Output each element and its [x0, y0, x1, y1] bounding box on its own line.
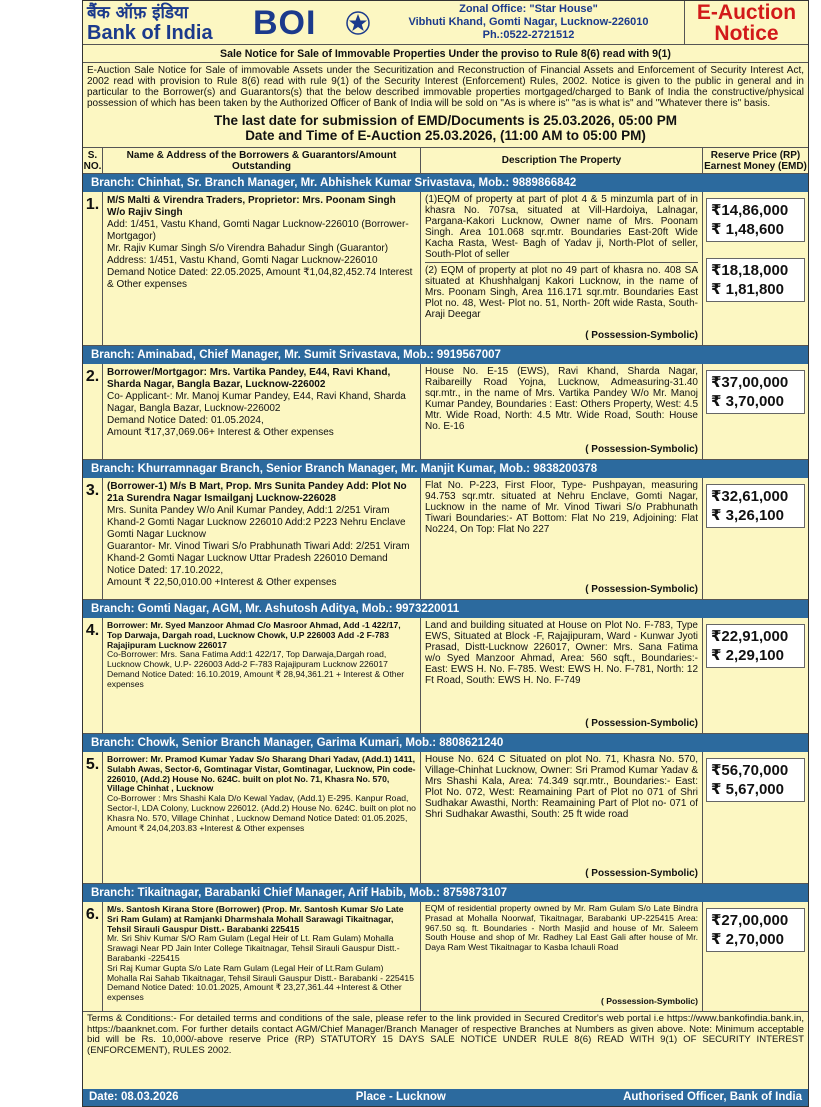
property-description [421, 618, 703, 733]
earnest-money: ₹ 2,29,100 [711, 647, 784, 664]
price-box [706, 908, 805, 952]
logo-hindi: बैंक ऑफ़ इंडिया [87, 3, 189, 23]
footer-bar [83, 1089, 808, 1106]
borrower-line: (Borrower-1) M/s B Mart, Prop. Mrs Sunita Pandey Add: Plot No 21a Surendra Nagar Ismailganj Lucknow-226028 [107, 481, 407, 504]
eauction-line-1: E-Auction [696, 1, 797, 24]
eauction-line-2: Notice [714, 22, 779, 45]
property-description [421, 752, 703, 883]
reserve-price: ₹32,61,000 [711, 488, 789, 505]
branch-heading: Branch: Aminabad, Chief Manager, Mr. Sumit Srivastava, Mob.: 9919567007 [83, 346, 808, 364]
table-header [83, 147, 808, 174]
header-desc: Description The Property [421, 148, 703, 173]
borrower-details [103, 752, 421, 883]
borrower-line: Amount ₹17,37,069.06+ Interest & Other expenses [107, 427, 334, 438]
branch-heading: Branch: Gomti Nagar, AGM, Mr. Ashutosh Aditya, Mob.: 9973220011 [83, 600, 808, 618]
last-date-block [83, 111, 808, 147]
reserve-price: ₹27,00,000 [711, 912, 789, 929]
star-emblem-icon [343, 1, 373, 44]
branch-heading: Branch: Tikaitnagar, Barabanki Chief Manager, Arif Habib, Mob.: 8759873107 [83, 884, 808, 902]
footer-date: Date: 08.03.2026 [89, 1091, 179, 1103]
earnest-money: ₹ 1,81,800 [711, 281, 784, 298]
borrower-line: M/S Malti & Virendra Traders, Proprietor: Mrs. Poonam Singh W/o Rajiv Singh [107, 195, 396, 218]
price-box [706, 258, 805, 302]
price-box [706, 484, 805, 528]
possession-status: ( Possession-Symbolic) [585, 330, 698, 341]
reserve-price: ₹18,18,000 [711, 262, 789, 279]
property-description [421, 192, 703, 345]
row-serial-number: 3. [83, 478, 103, 599]
table-row [83, 364, 808, 460]
auction-notice [82, 0, 809, 1107]
property-text: Flat No. P-223, First Floor, Type- Pushpayan, measuring 94.753 sqr.mtr. situated at Nehru Enclave, Gomti Nagar, Lucknow in the name of Mr. Vinod Tiwari S/o Prabhunath Tiwari Boundaries:- AT Bottom: Flat No 219, Adjoining: Flat No224, On Top: Flat No 227 [425, 480, 698, 535]
reserve-price-cell [703, 192, 808, 345]
row-serial-number: 5. [83, 752, 103, 883]
property-text: (2) EQM of property at plot no 49 part of khasra no. 408 SA situated at Khushhalganj Kakori Lucknow, in the name of Mrs. Poonam Singh, Area 116.171 sqr.mtr. Boundaries East Plot no. 48, West- Plot no. 51, North- 20ft wide Rasta, South-Araji Deegar [425, 262, 698, 320]
property-text: Land and building situated at House on Plot No. F-783, Type EWS, Situated at Block -F, Rajajipuram, Ward - Kunwar Jyoti Prasad, Distt-Lucknow 226017, Owner: Mrs. Sana Fatima w/o Syed Manzoor Ahmad, Area: 560 sqft., Boundaries:- East: EWS H. No. F-785. West: EWS H. No. F-781, North: 12 Ft Road, South: EWS H. No. F-749 [425, 620, 698, 686]
borrower-details [103, 364, 421, 459]
property-table [83, 174, 808, 1012]
possession-status: ( Possession-Symbolic) [601, 996, 698, 1007]
last-date-line-1: The last date for submission of EMD/Documents is 25.03.2026, 05:00 PM [214, 113, 677, 128]
table-row [83, 192, 808, 346]
reserve-price: ₹22,91,000 [711, 628, 789, 645]
borrower-line: Mr. Rajiv Kumar Singh S/o Virendra Bahadur Singh (Guarantor) Address: 1/451, Vastu Khand, Gomti Nagar Lucknow-226010 [107, 243, 389, 266]
reserve-price: ₹14,86,000 [711, 202, 789, 219]
table-row [83, 752, 808, 884]
property-description [421, 364, 703, 459]
property-text: House No. 624 C Situated on plot No. 71, Khasra No. 570, Village-Chinhat Lucknow, Owner: Sri Pramod Kumar Yadav & Mrs Shashi Kala, Area: 74.349 sqr.mtr., Boundaries:- East: Plot No. 072, West: Reamaining Part of Plot no 071 of Shri Sudhakar Awasthi, North: Reamaining Part of Plot no- 071 of Shri Sudhakar Awasthi, South: 25 ft wide road [425, 754, 698, 820]
reserve-price-cell [703, 618, 808, 733]
possession-status: ( Possession-Symbolic) [585, 584, 698, 595]
possession-status: ( Possession-Symbolic) [585, 718, 698, 729]
notice-title: Sale Notice for Sale of Immovable Properties Under the proviso to Rule 8(6) read with 9(1) [83, 45, 808, 63]
borrower-line: Add: 1/451, Vastu Khand, Gomti Nagar Lucknow-226010 (Borrower-Mortgagor) [107, 219, 409, 242]
earnest-money: ₹ 5,67,000 [711, 781, 784, 798]
row-serial-number: 1. [83, 192, 103, 345]
table-row [83, 618, 808, 734]
possession-status: ( Possession-Symbolic) [585, 868, 698, 879]
property-description [421, 902, 703, 1011]
header-sn: S. NO. [83, 149, 102, 172]
borrower-line: Demand Notice Dated: 01.05.2024, [107, 415, 264, 426]
zonal-line-1: Zonal Office: "Star House" [459, 3, 598, 15]
borrower-line: Mr. Sri Shiv Kumar S/O Ram Gulam (Legal Heir of Lt. Ram Gulam) Mohalla Srawagi Near PD Jain Inter College Tikaitnagar, Tehsil Sirauli Gauspur Distt.- Barabanki -225415 [107, 933, 400, 963]
header-name: Name & Address of the Borrowers & Guarantors/Amount Outstanding [103, 148, 421, 173]
zonal-line-3: Ph.:0522-2721512 [482, 29, 575, 41]
intro-paragraph: E-Auction Sale Notice for Sale of immovable Assets under the Securitization and Reconstruction of Financial Assets and Enforcement of Security Interest Act, 2002 read with provision to Rule 8(6) read with rule 9(1) of the Security Interest (Enforcement) Rules, 2002. Notice is given to the public in general and in particular to the Borrower(s) and Guarantors(s) that the below described immovable properties mortgaged/charged to Bank of India the constructive/physical possession of which has been taken by the Authorized Officer of Bank of India will be sold on "As is where is" "as is what is" and "Whatever there is" basis. [87, 65, 804, 109]
borrower-line: Borrower: Mr. Syed Manzoor Ahmad C/o Masroor Ahmad, Add -1 422/17, Top Darwaja, Dargah road, Lucknow Chowk, U.P 226003 Add -2 F-783 Rajajipuram Lucknow 226017 [107, 620, 401, 650]
terms-and-conditions: Terms & Conditions:- For detailed terms and conditions of the sale, please refer to the link provided in Secured Creditor's web portal i.e https://www.bankofindia.bank.in, https://baanknet.com. For further details contact AGM/Chief Manager/Branch Manager of respective Branches at Numbers as given above. Note: Minimum acceptable bid will be Rs. 10,000/-above reserve Price (RP) STATUTORY 15 DAYS SALE NOTICE UNDER RULE 8(6) READ WITH 9(1) OF SECURITY INTEREST (ENFORCEMENT), RULES 2002. [87, 1013, 804, 1056]
price-box [706, 624, 805, 668]
possession-status: ( Possession-Symbolic) [585, 444, 698, 455]
branch-heading: Branch: Khurramnagar Branch, Senior Branch Manager, Mr. Manjit Kumar, Mob.: 9838200378 [83, 460, 808, 478]
borrower-line: Mrs. Sunita Pandey W/o Anil Kumar Pandey, Add:1 2/251 Viram Khand-2 Gomti Nagar Lucknow 226010 Add:2 P223 Nehru Enclave Gomti Nagar Lucknow [107, 505, 406, 540]
borrower-line: Co-Borrower: Mrs. Sana Fatima Add:1 422/17, Top Darwaja,Dargah road, Lucknow Chowk, U.P- 226003 Add-2 F-783 Rajajipuram Lucknow 226017 [107, 649, 388, 670]
earnest-money: ₹ 1,48,600 [711, 221, 784, 238]
borrower-line: Borrower: Mr. Pramod Kumar Yadav S/o Sharang Dhari Yadav, (Add.1) 1411, Sulabh Awas, Sector-6, Gomtinagar Vistar, Gomtinagar, Lucknow, Pin code-226010, (Add.2) House No. 624C. built on plot No. 71, Khasra No. 570, Village Chinhat , Lucknow [107, 754, 416, 794]
table-row [83, 478, 808, 600]
logo-english: Bank of India [87, 22, 213, 44]
reserve-price: ₹56,70,000 [711, 762, 789, 779]
borrower-line: Guarantor- Mr. Vinod Tiwari S/o Prabhunath Tiwari Add: 2/251 Viram Khand-2 Gomti Nagar Lucknow Uttar Pradesh 226010 Demand Notice Dated: 17.10.2022, [107, 541, 410, 576]
eauction-badge [684, 1, 808, 44]
borrower-details [103, 618, 421, 733]
borrower-line: Sri Raj Kumar Gupta S/o Late Ram Gulam (Legal Heir of Lt.Ram Gulam) Mohalla Rai Sahab Tikaitnagar, Tehsil Sirauli Gauspur Distt.- Barabanki - 225415 Demand Notice Dated: 10.01.2025, Amount ₹ 23,27,361.44 +Interest & Other expenses [107, 962, 414, 1003]
borrower-line: Co- Applicant-: Mr. Manoj Kumar Pandey, E44, Ravi Khand, Sharda Nagar, Bangla Bazar, Lucknow-226002 [107, 391, 406, 414]
branch-heading: Branch: Chowk, Senior Branch Manager, Garima Kumari, Mob.: 8808621240 [83, 734, 808, 752]
row-serial-number: 2. [83, 364, 103, 459]
property-text: House No. E-15 (EWS), Ravi Khand, Sharda Nagar, Raibareilly Road Yojna, Lucknow, Admeasuring-31.40 sqr.mtr., in the name of Mrs. Vartika Pandey W/o Mr. Manoj Kumar Pandey, Boundaries : East: Others Property, West: 4.5 Mtr. Wide Road, North: 4.5 Mtr. Wide Road, South: House No. E-16 [425, 366, 698, 432]
price-box [706, 758, 805, 802]
branch-heading: Branch: Chinhat, Sr. Branch Manager, Mr. Abhishek Kumar Srivastava, Mob.: 9889866842 [83, 174, 808, 192]
last-date-line-2: Date and Time of E-Auction 25.03.2026, (11:00 AM to 05:00 PM) [245, 128, 646, 143]
borrower-line: Demand Notice Dated: 22.05.2025, Amount ₹1,04,82,452.74 Interest & Other expenses [107, 267, 413, 290]
price-box [706, 198, 805, 242]
earnest-money: ₹ 3,26,100 [711, 507, 784, 524]
borrower-line: M/s. Santosh Kirana Store (Borrower) (Prop. Mr. Santosh Kumar S/o Late Sri Ram Gulam) at Ramjanki Dharmshala Mohall Sarawagi Tikaitnagar, Tehsil Sirauli Gauspur Distt.- Barabanki 225415 [107, 904, 404, 934]
table-row [83, 902, 808, 1012]
zonal-office-address [373, 1, 684, 44]
row-serial-number: 4. [83, 618, 103, 733]
property-text: EQM of residential property owned by Mr. Ram Gulam S/o Late Bindra Prasad at Mohalla Noorwaf, Tikaitnagar, Barabanki UP-225415 Area: 967.50 sq. ft. Boundaries - North Masjid and house of Mr. Saleem South House and shop of Mr. Radhey Lal East Gali after house of Mr. Daya Ram West Tikaitnagar to Kasba Ichauli Road [425, 904, 698, 953]
price-box [706, 370, 805, 414]
header-rp: Reserve Price (RP) Earnest Money (EMD) [704, 149, 807, 172]
borrower-details [103, 902, 421, 1011]
bank-logo [83, 1, 253, 44]
borrower-line: Amount ₹ 22,50,010.00 +Interest & Other expenses [107, 577, 337, 588]
footer-place: Place - Lucknow [355, 1091, 446, 1103]
borrower-details [103, 478, 421, 599]
reserve-price: ₹37,00,000 [711, 374, 789, 391]
reserve-price-cell [703, 478, 808, 599]
borrower-line: Demand Notice Dated: 16.10.2019, Amount ₹ 28,94,361.21 + Interest & Other expenses [107, 668, 405, 689]
earnest-money: ₹ 3,70,000 [711, 393, 784, 410]
borrower-line: Co-Borrower : Mrs Shashi Kala D/o Kewal Yadav, (Add.1) E-295. Kanpur Road, Sector-I, LDA Colony, Lucknow 226012. (Add.2) House No. 624C. built on plot no Khasra No. 570, Village Chinhat , Lucknow Demand Notice Dated: 01.05.2025, Amount ₹ 24,04,203.83 +Interest & Other expenses [107, 793, 416, 833]
borrower-line: Borrower/Mortgagor: Mrs. Vartika Pandey, E44, Ravi Khand, Sharda Nagar, Bangla Bazar, Lucknow-226002 [107, 367, 391, 390]
header [83, 1, 808, 45]
reserve-price-cell [703, 364, 808, 459]
borrower-details [103, 192, 421, 345]
reserve-price-cell [703, 752, 808, 883]
reserve-price-cell [703, 902, 808, 1011]
zonal-line-2: Vibhuti Khand, Gomti Nagar, Lucknow-226010 [408, 16, 649, 28]
footer-officer: Authorised Officer, Bank of India [623, 1091, 802, 1103]
earnest-money: ₹ 2,70,000 [711, 931, 784, 948]
boi-logo-mark: BOI [253, 4, 317, 42]
property-description [421, 478, 703, 599]
row-serial-number: 6. [83, 902, 103, 1011]
property-text: (1)EQM of property at part of plot 4 & 5 minzumla part of in khasra No. 707sa, situated at Vill-Hardoiya, Lalnagar, Pargana-Kakori Lucknow, Owner name of Mrs. Poonam Singh. Area 101.068 sqr.mtr. Boundaries East-20ft Wide Kacha Rasta, West- Bagh of Yadav ji, North-Plot of seller, South-Plot of seller [425, 194, 698, 260]
